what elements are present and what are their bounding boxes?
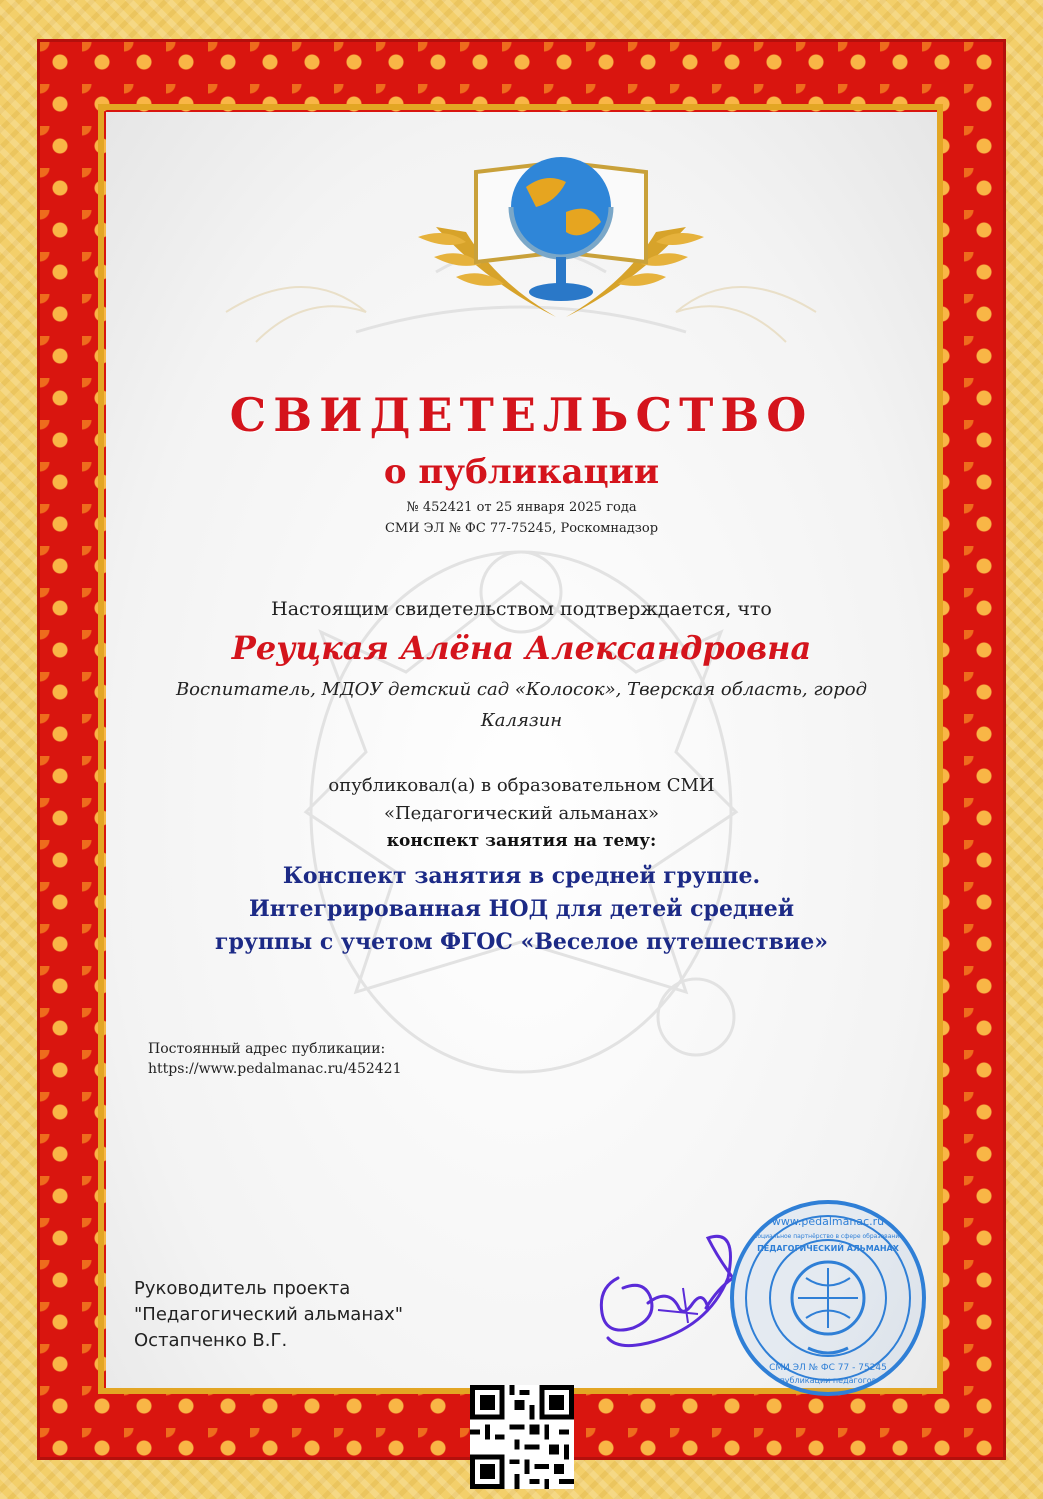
- recipient-position: Воспитатель, МДОУ детский сад «Колосок», Тверская область, город Калязин: [175, 679, 868, 731]
- qr-code-icon[interactable]: [470, 1385, 574, 1489]
- address-label: Постоянный адрес публикации:: [148, 1041, 386, 1057]
- signatory-role: Руководитель проекта: [134, 1278, 351, 1299]
- certificate-number: № 452421 от 25 января 2025 года: [406, 500, 637, 515]
- certificate-paper: [106, 112, 937, 1388]
- stamp-reg-text: СМИ ЭЛ № ФС 77 - 75245: [769, 1363, 887, 1373]
- stamp-ring-text: Социальное партнёрство в сфере образования: [753, 1233, 903, 1240]
- signatory-block: [134, 1276, 403, 1354]
- stamp-bottom-text: публикации педагогов: [779, 1376, 877, 1385]
- signatory-project: "Педагогический альманах": [134, 1304, 404, 1325]
- signatory-name: Остапченко В.Г.: [134, 1330, 288, 1351]
- stamp-url-text: www.pedalmanac.ru: [771, 1215, 885, 1228]
- globe-book-emblem-icon: [406, 132, 716, 332]
- topic-title: Конспект занятия в средней группе. Интегрированная НОД для детей средней группы с учетом ФГОС «Веселое путешествие»: [215, 863, 828, 955]
- confirm-text: Настоящим свидетельством подтверждается, что: [271, 598, 772, 620]
- smi-registration: СМИ ЭЛ № ФС 77-75245, Роскомнадзор: [384, 521, 659, 536]
- certificate-title: СВИДЕТЕЛЬСТВО: [229, 388, 814, 442]
- recipient-name: Реуцкая Алёна Александровна: [231, 629, 812, 667]
- published-text: опубликовал(а) в образовательном СМИ: [328, 775, 715, 796]
- topic-intro: конспект занятия на тему:: [386, 831, 657, 851]
- certificate-subtitle: о публикации: [383, 452, 660, 492]
- stamp-center-text: ПЕДАГОГИЧЕСКИЙ АЛЬМАНАХ: [757, 1244, 899, 1253]
- address-url[interactable]: https://www.pedalmanac.ru/452421: [148, 1061, 402, 1077]
- journal-name: «Педагогический альманах»: [383, 803, 660, 824]
- signature-icon: [588, 1218, 748, 1358]
- round-stamp-icon: [728, 1198, 928, 1398]
